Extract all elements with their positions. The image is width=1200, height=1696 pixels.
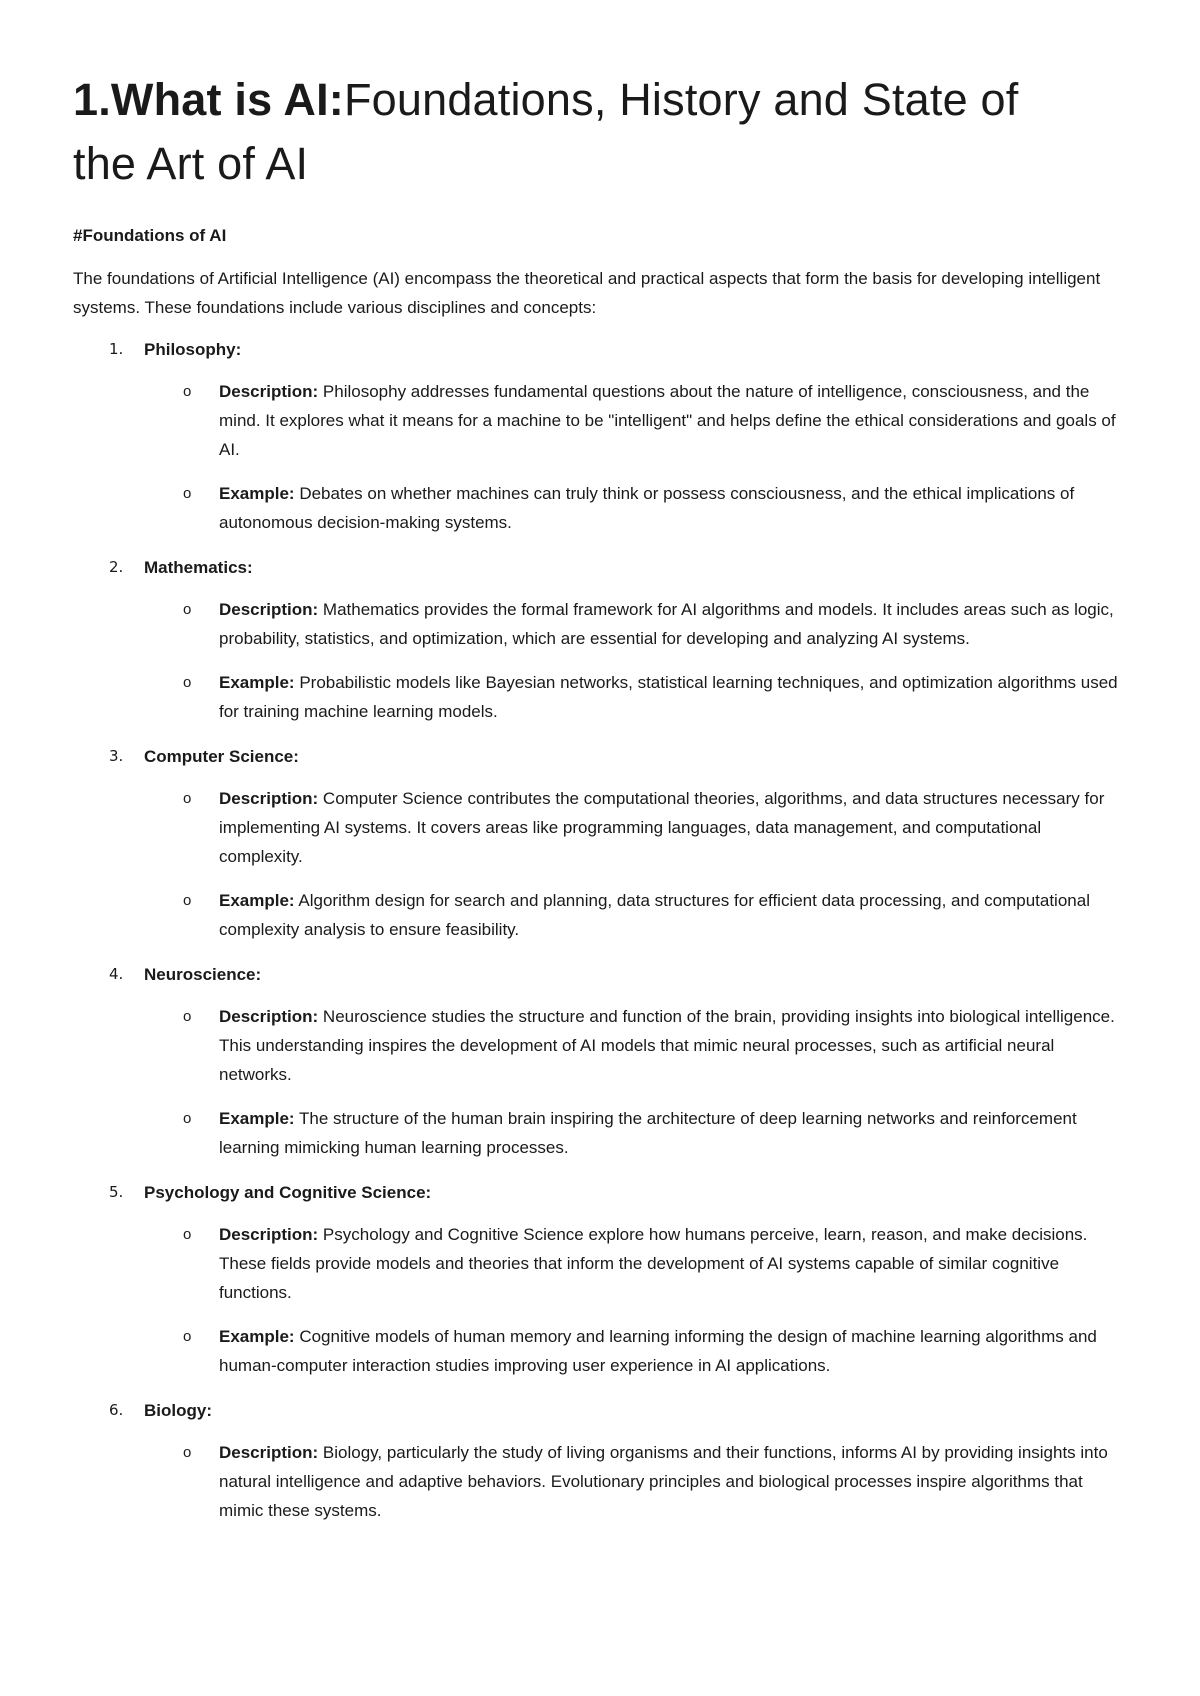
bullet-item (73, 1104, 1140, 1162)
topic-item (73, 1396, 1140, 1525)
bullet-list (73, 1002, 1140, 1162)
bullet-item (73, 1002, 1140, 1089)
bullet-list (73, 595, 1140, 726)
topic-number: 5. (109, 1183, 124, 1201)
bullet-item (73, 479, 1140, 537)
topic-heading (73, 335, 1140, 364)
bullet-label: Description: (219, 1007, 319, 1026)
bullet-item (73, 668, 1140, 726)
bullet-text: Neuroscience studies the structure and function of the brain, providing insights into biological intelligence. This understanding inspires the development of AI models that mimic neural processes, such as artificial neural networks. (219, 1007, 1115, 1084)
bullet-body (219, 668, 1119, 726)
topic-number: 1. (109, 340, 124, 358)
bullet-body (219, 1002, 1119, 1089)
bullet-label: Example: (219, 1109, 295, 1128)
bullet-list (73, 1438, 1140, 1525)
section-heading: #Foundations of AI (73, 226, 227, 245)
topic-name: Psychology and Cognitive Science: (144, 1183, 432, 1202)
bullet-label: Description: (219, 600, 319, 619)
bullet-label: Example: (219, 1327, 295, 1346)
bullet-text: Computer Science contributes the computational theories, algorithms, and data structures necessary for implementing AI systems. It covers areas like programming languages, data management, and computational complexity. (219, 789, 1105, 866)
bullet-circle-icon: o (183, 1110, 192, 1127)
topic-heading (73, 1178, 1140, 1207)
topic-list (73, 335, 1140, 1525)
page-title-rest: Foundations, History and State of the Art of AI (73, 74, 1019, 189)
bullet-body (219, 479, 1119, 537)
bullet-text: Algorithm design for search and planning, data structures for efficient data processing, and computational complexity analysis to ensure feasibility. (219, 891, 1090, 939)
topic-name: Philosophy: (144, 340, 242, 359)
bullet-body (219, 1104, 1119, 1162)
bullet-circle-icon: o (183, 1008, 192, 1025)
topic-number: 2. (109, 558, 124, 576)
topic-name: Computer Science: (144, 747, 299, 766)
bullet-list (73, 784, 1140, 944)
bullet-text: Biology, particularly the study of living organisms and their functions, informs AI by providing insights into natural intelligence and adaptive behaviors. Evolutionary principles and biological processes inspire algorithms that mimic these systems. (219, 1443, 1108, 1520)
bullet-label: Description: (219, 382, 319, 401)
bullet-text: Mathematics provides the formal framework for AI algorithms and models. It includes areas such as logic, probability, statistics, and optimization, which are essential for developing and analyzing AI systems. (219, 600, 1114, 648)
bullet-circle-icon: o (183, 892, 192, 909)
bullet-text: The structure of the human brain inspiring the architecture of deep learning networks and reinforcement learning mimicking human learning processes. (219, 1109, 1077, 1157)
page-title-lead: 1.What is AI: (73, 74, 344, 125)
page-title (73, 68, 1073, 196)
bullet-item (73, 1220, 1140, 1307)
bullet-list (73, 377, 1140, 537)
topic-number: 3. (109, 747, 124, 765)
intro-paragraph: The foundations of Artificial Intelligence (AI) encompass the theoretical and practical aspects that form the basis for developing intelligent systems. These foundations include various disciplines and concepts: (73, 269, 1101, 317)
bullet-text: Cognitive models of human memory and learning informing the design of machine learning algorithms and human-computer interaction studies improving user experience in AI applications. (219, 1327, 1097, 1375)
topic-heading (73, 960, 1140, 989)
topic-heading (73, 742, 1140, 771)
topic-item (73, 335, 1140, 537)
bullet-circle-icon: o (183, 383, 192, 400)
bullet-body (219, 1220, 1119, 1307)
bullet-item (73, 1438, 1140, 1525)
bullet-body (219, 377, 1119, 464)
bullet-circle-icon: o (183, 674, 192, 691)
topic-item (73, 960, 1140, 1162)
topic-item (73, 553, 1140, 726)
bullet-label: Example: (219, 484, 295, 503)
bullet-circle-icon: o (183, 485, 192, 502)
bullet-body (219, 784, 1119, 871)
topic-number: 4. (109, 965, 124, 983)
bullet-item (73, 886, 1140, 944)
bullet-body (219, 886, 1119, 944)
bullet-label: Description: (219, 789, 319, 808)
topic-number: 6. (109, 1401, 124, 1419)
bullet-item (73, 784, 1140, 871)
bullet-label: Description: (219, 1225, 319, 1244)
topic-item (73, 742, 1140, 944)
bullet-circle-icon: o (183, 790, 192, 807)
bullet-circle-icon: o (183, 601, 192, 618)
topic-name: Neuroscience: (144, 965, 262, 984)
bullet-text: Debates on whether machines can truly think or possess consciousness, and the ethical implications of autonomous decision-making systems. (219, 484, 1075, 532)
bullet-item (73, 377, 1140, 464)
bullet-body (219, 595, 1119, 653)
bullet-circle-icon: o (183, 1226, 192, 1243)
bullet-label: Description: (219, 1443, 319, 1462)
topic-name: Biology: (144, 1401, 212, 1420)
bullet-item (73, 1322, 1140, 1380)
bullet-text: Probabilistic models like Bayesian networks, statistical learning techniques, and optimization algorithms used for training machine learning models. (219, 673, 1118, 721)
bullet-text: Philosophy addresses fundamental questions about the nature of intelligence, consciousness, and the mind. It explores what it means for a machine to be "intelligent" and helps define the ethical considerations and goals of AI. (219, 382, 1116, 459)
topic-name: Mathematics: (144, 558, 253, 577)
bullet-label: Example: (219, 673, 295, 692)
topic-heading (73, 553, 1140, 582)
bullet-body (219, 1438, 1119, 1525)
bullet-body (219, 1322, 1119, 1380)
bullet-item (73, 595, 1140, 653)
bullet-circle-icon: o (183, 1328, 192, 1345)
bullet-text: Psychology and Cognitive Science explore how humans perceive, learn, reason, and make decisions. These fields provide models and theories that inform the development of AI systems capable of similar cognitive functions. (219, 1225, 1088, 1302)
bullet-list (73, 1220, 1140, 1380)
bullet-label: Example: (219, 891, 295, 910)
topic-heading (73, 1396, 1140, 1425)
topic-item (73, 1178, 1140, 1380)
bullet-circle-icon: o (183, 1444, 192, 1461)
